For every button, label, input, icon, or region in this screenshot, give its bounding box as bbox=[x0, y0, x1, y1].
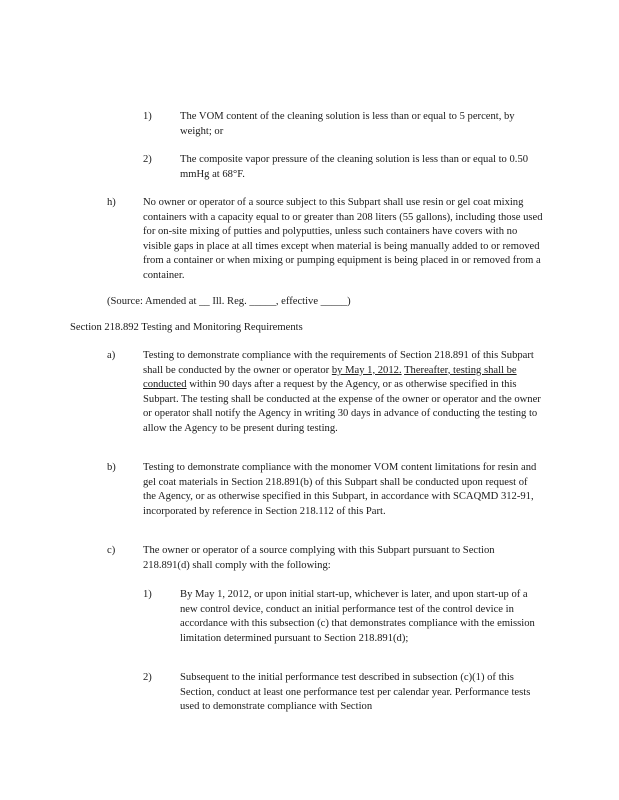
item-text: The composite vapor pressure of the cleaning solution is less than or equal to 0.50 mmHg at 68°F. bbox=[180, 154, 529, 180]
item-label: a) bbox=[107, 350, 116, 361]
item-text: No owner or operator of a source subject to this Subpart shall use resin or gel coat mixing containers with a capacity equal to or greater than 208 liters (55 gallons), including those used for on-site mixing of putties and polyputties, unless such containers have covers with no visible gaps in place at all times except when material is being manually added to or removed from a container or when mixing or pumping equipment is being placed in or removed from a container. bbox=[143, 197, 543, 281]
item-label: 1) bbox=[143, 111, 152, 122]
item-label: c) bbox=[107, 545, 116, 556]
source-note: (Source: Amended at __ Ill. Reg. _____, effective _____) bbox=[107, 296, 351, 307]
item-label: h) bbox=[107, 197, 116, 208]
item-label: 2) bbox=[143, 154, 152, 165]
item-label: b) bbox=[107, 462, 116, 473]
section-heading: Section 218.892 Testing and Monitoring Requirements bbox=[70, 322, 303, 333]
item-text bbox=[143, 349, 545, 437]
item-text: Subsequent to the initial performance test described in subsection (c)(1) of this Section, conduct at least one performance test per calendar year. Performance tests used to demonstrate compliance with Section bbox=[180, 672, 531, 713]
item-text: By May 1, 2012, or upon initial start-up, whichever is later, and upon start-up of a new control device, conduct an initial performance test of the control device in accordance with this subsection (c) that demonstrates compliance with the emission limitation determined pursuant to Section 218.891(d); bbox=[180, 589, 535, 644]
item-label: 2) bbox=[143, 672, 152, 683]
item-text-part: within 90 days after a request by the Agency, or as otherwise specified in this Subpart. The testing shall be conducted at the expense of the owner or operator and the owner or operator shall notify the Agency in writing 30 days in advance of conducting the testing to allow the Agency to be present during testing. bbox=[143, 379, 541, 434]
inserted-text: by May 1, 2012. bbox=[331, 364, 402, 376]
item-text: Testing to demonstrate compliance with the monomer VOM content limitations for resin and gel coat materials in Section 218.891(b) of this Subpart shall be conducted upon request of the Agency, or as otherwise specified in this Subpart, in accordance with SCAQMD 312-91, incorporated by reference in Section 218.112 of this Part. bbox=[143, 462, 537, 517]
item-text: The owner or operator of a source complying with this Subpart pursuant to Section 218.891(d) shall comply with the following: bbox=[143, 545, 495, 571]
inserted-text: Thereafter, testing shall be conducted bbox=[143, 364, 517, 391]
item-label: 1) bbox=[143, 589, 152, 600]
item-text-part: Testing to demonstrate compliance with the requirements of Section 218.891 of this Subpart shall be conducted by the owner or operator bbox=[143, 350, 534, 376]
item-text: The VOM content of the cleaning solution is less than or equal to 5 percent, by weight; or bbox=[180, 111, 515, 137]
